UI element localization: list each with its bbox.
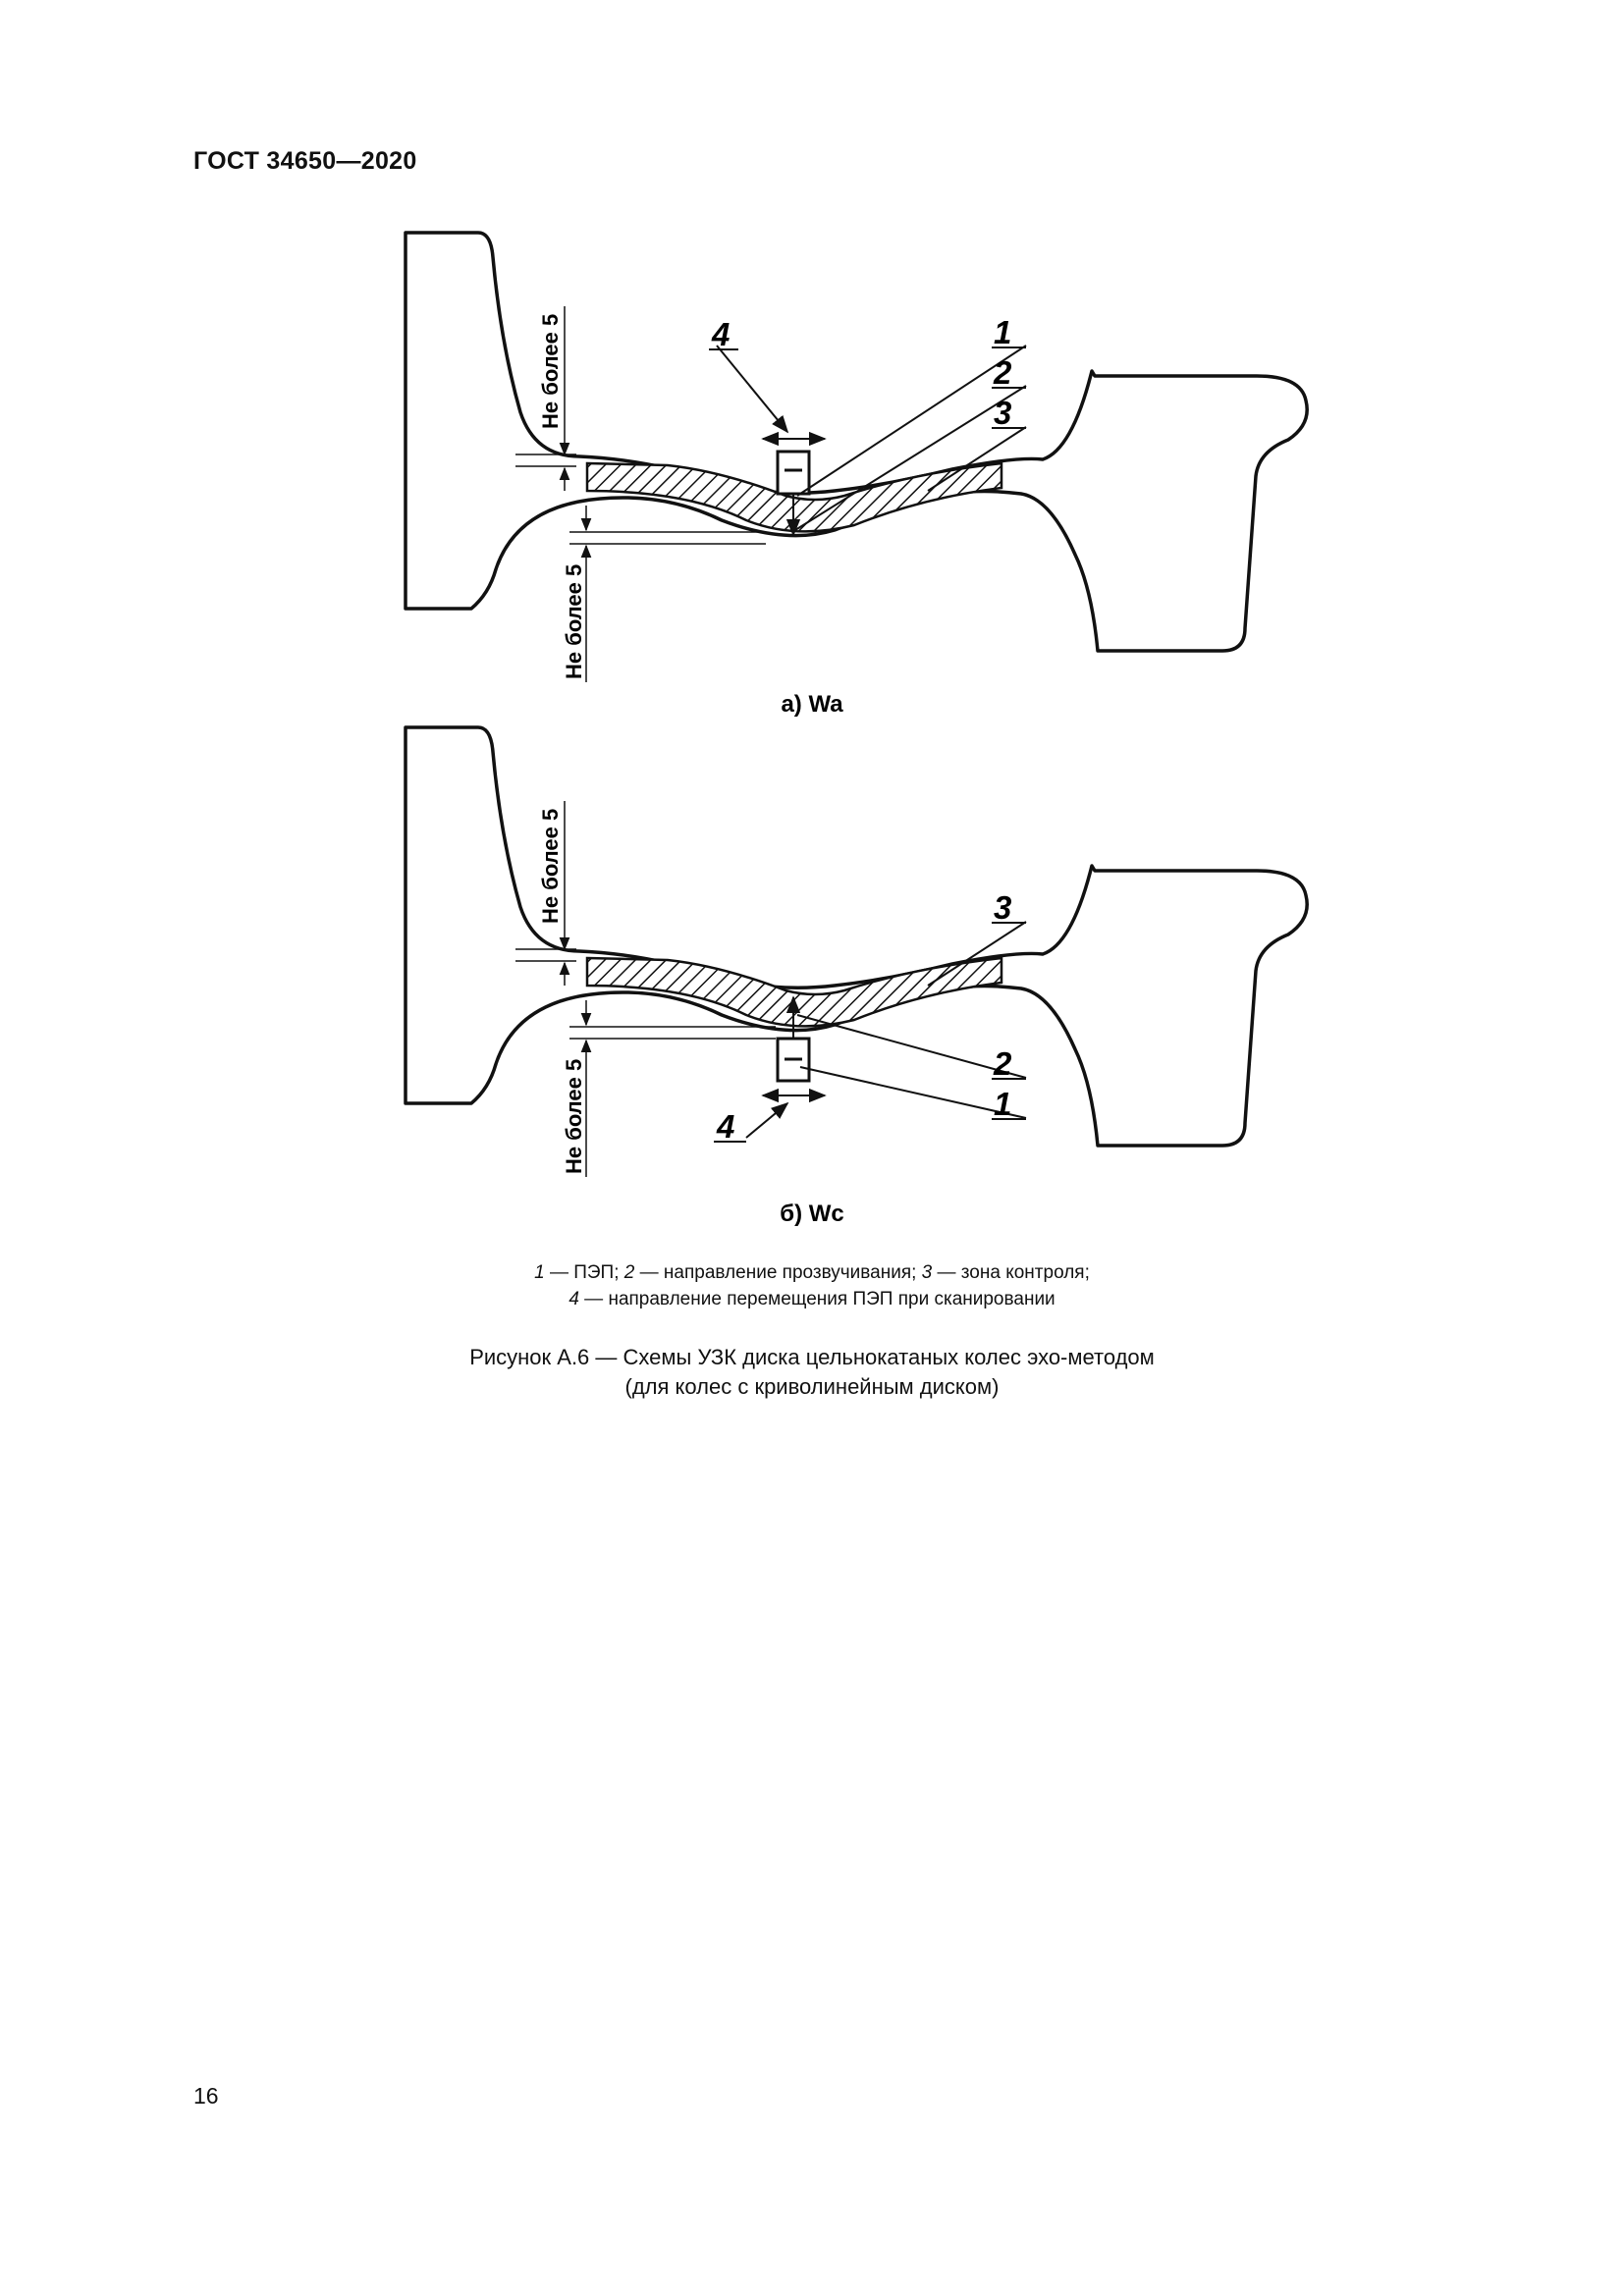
label-4-b: 4 [717, 1108, 735, 1145]
figure-a [406, 233, 1307, 718]
subfigure-caption-b: б) Wc [780, 1201, 844, 1227]
label-2-b: 2 [994, 1045, 1012, 1082]
wheel-outline-a [406, 233, 1307, 651]
label-4-a: 4 [712, 316, 731, 352]
dim-label-bottom-a: Не более 5 [562, 563, 586, 679]
legend-text-3: — зона контроля; [932, 1262, 1090, 1283]
wheel-outline-b [406, 727, 1307, 1146]
legend-num-4: 4 [568, 1289, 579, 1309]
document-header: ГОСТ 34650—2020 [193, 147, 417, 175]
legend-num-2: 2 [623, 1262, 635, 1283]
transducer-a [778, 452, 809, 494]
figure-b [406, 727, 1307, 1227]
legend-line-1 [0, 1259, 1624, 1286]
legend-text-2: — направление прозвучивания; [634, 1262, 922, 1283]
label-2-a: 2 [994, 354, 1012, 391]
label-1-a: 1 [994, 314, 1012, 350]
label-3-b: 3 [994, 889, 1012, 926]
leader-4-b [746, 1103, 787, 1138]
label-3-a: 3 [994, 395, 1012, 431]
legend-num-1: 1 [534, 1262, 545, 1283]
legend-text-4: — направление перемещения ПЭП при сканировании [578, 1289, 1056, 1309]
legend-num-3: 3 [921, 1262, 933, 1283]
figure-legend [0, 1259, 1624, 1312]
legend-text-1: — ПЭП; [544, 1262, 624, 1283]
dim-label-top-a: Не более 5 [538, 313, 563, 429]
leader-4-a [717, 346, 787, 432]
figure-caption [0, 1343, 1624, 1402]
label-1-b: 1 [994, 1086, 1012, 1122]
page-number: 16 [193, 2083, 219, 2109]
dim-label-bottom-b: Не более 5 [562, 1058, 586, 1174]
dim-label-top-b: Не более 5 [538, 808, 563, 924]
leader-2-b [797, 1015, 1026, 1078]
figure-caption-line-1: Рисунок А.6 — Схемы УЗК диска цельнокатаных колес эхо-методом [469, 1345, 1155, 1369]
figure-caption-line-2: (для колес с криволинейным диском) [624, 1374, 1000, 1399]
subfigure-caption-a: а) Wa [781, 691, 843, 718]
leader-1-b [800, 1067, 1026, 1118]
leader-2-a [795, 386, 1026, 530]
legend-line-2 [0, 1286, 1624, 1312]
